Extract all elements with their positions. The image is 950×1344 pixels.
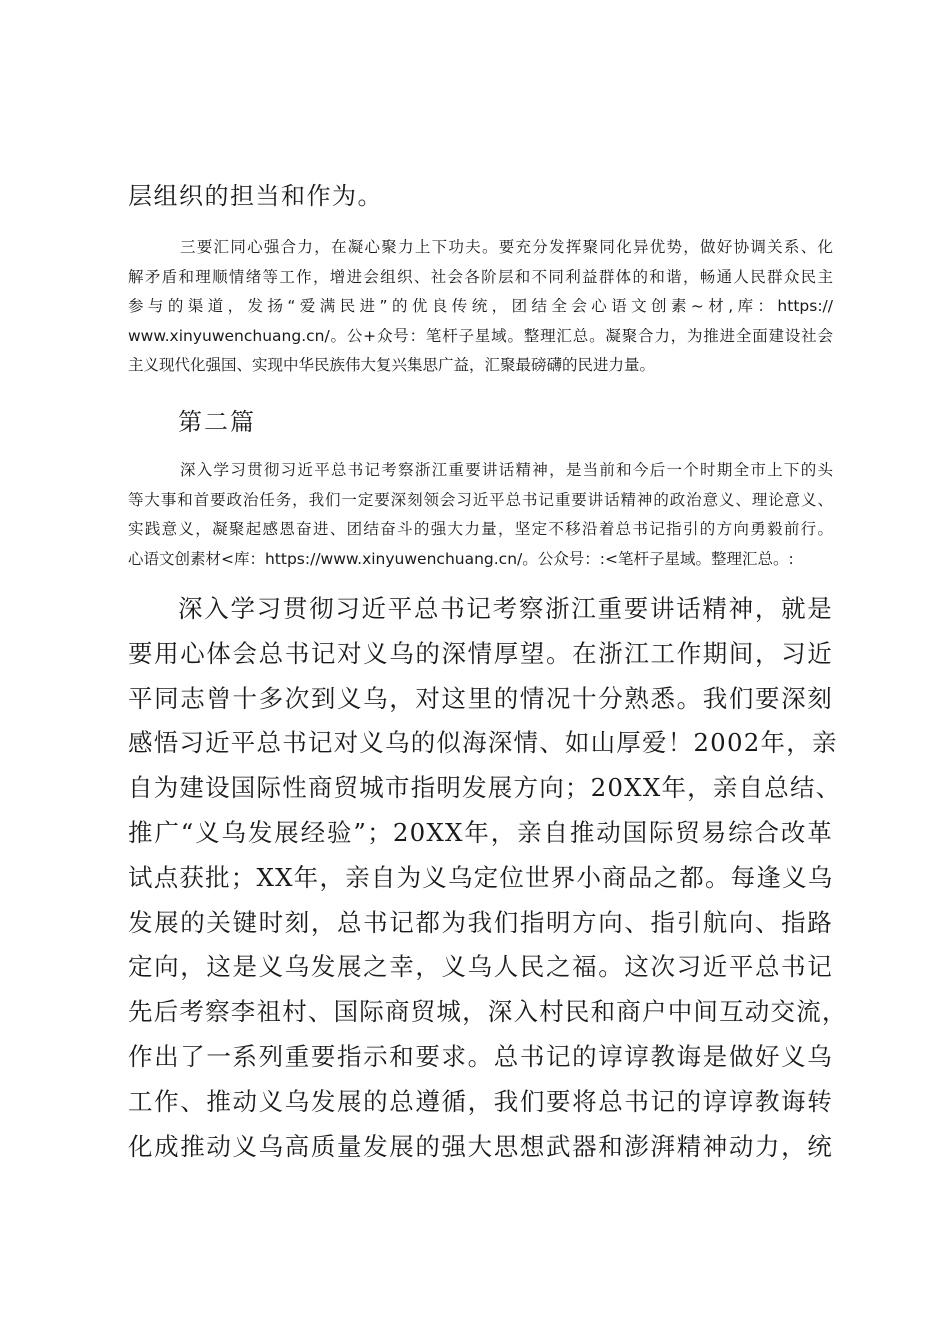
paragraph-line: 心语文创素材<库：https://www.xinyuwenchuang.cn/。公众号：:<笔杆子星域。整理汇总。:	[128, 549, 794, 568]
paragraph-line: 深入学习贯彻习近平总书记考察浙江重要讲话精神，是当前和今后一个时期全市上下的头	[180, 461, 833, 479]
paragraph-3	[128, 587, 848, 1169]
paragraph-line: 深入学习贯彻习近平总书记考察浙江重要讲话精神，就是	[178, 594, 833, 623]
paragraph-line: 工作、推动义乌发展的总遵循，我们要将总书记的谆谆教诲转	[128, 1086, 833, 1116]
paragraph-line: 平同志曾十多次到义乌，对这里的情况十分熟悉。我们要深刻	[128, 683, 833, 713]
section-heading: 第二篇	[178, 408, 256, 436]
paragraph-line: 要用心体会总书记对义乌的深情厚望。在浙江工作期间，习近	[128, 638, 833, 668]
paragraph-line: www.xinyuwenchuang.cn/。公+众号：笔杆子星域。整理汇总。凝聚合力，为推进全面建设社会	[128, 326, 833, 345]
paragraph-line: 发展的关键时刻，总书记都为我们指明方向、指引航向、指路	[128, 907, 833, 937]
paragraph-line: 三要汇同心强合力，在凝心聚力上下功夫。要充分发挥聚同化异优势，做好协调关系、化	[180, 238, 833, 256]
paragraph-line: 主义现代化强国、实现中华民族伟大复兴集思广益，汇聚最磅礴的民进力量。	[128, 356, 656, 374]
paragraph-line: 实践意义，凝聚起感恩奋进、团结奋斗的强大力量，坚定不移沿着总书记指引的方向勇毅前行。	[128, 520, 833, 538]
paragraph-line: 解矛盾和理顺情绪等工作，增进会组织、社会各阶层和不同利益群体的和谐，畅通人民群众民主	[128, 267, 833, 286]
paragraph-2	[128, 456, 833, 574]
paragraph-line: 推广“义乌发展经验”；20XX年，亲自推动国际贸易综合改革	[128, 817, 833, 847]
continued-text-line	[128, 176, 833, 211]
paragraph-line: 参与的渠道，发扬“爱满民进”的优良传统，团结全会心语文创素~材,库：https://	[128, 297, 833, 315]
paragraph-1	[128, 233, 833, 381]
paragraph-line: 等大事和首要政治任务，我们一定要深刻领会习近平总书记重要讲话精神的政治意义、理论意义、	[128, 490, 833, 509]
top-line: 层组织的担当和作为。	[128, 182, 383, 210]
paragraph-line: 感悟习近平总书记对义乌的似海深情、如山厚爱！2002年，亲	[128, 728, 838, 758]
paragraph-line: 先后考察李祖村、国际商贸城，深入村民和商户中间互动交流，	[128, 997, 848, 1027]
paragraph-line: 作出了一系列重要指示和要求。总书记的谆谆教诲是做好义乌	[128, 1041, 833, 1071]
paragraph-line: 自为建设国际性商贸城市指明发展方向；20XX年，亲自总结、	[128, 773, 842, 803]
paragraph-line: 定向，这是义乌发展之幸，义乌人民之福。这次习近平总书记	[128, 952, 833, 982]
paragraph-line: 试点获批；XX年，亲自为义乌定位世界小商品之都。每逢义乌	[128, 862, 834, 892]
paragraph-line: 化成推动义乌高质量发展的强大思想武器和澎湃精神动力，统	[128, 1131, 833, 1161]
